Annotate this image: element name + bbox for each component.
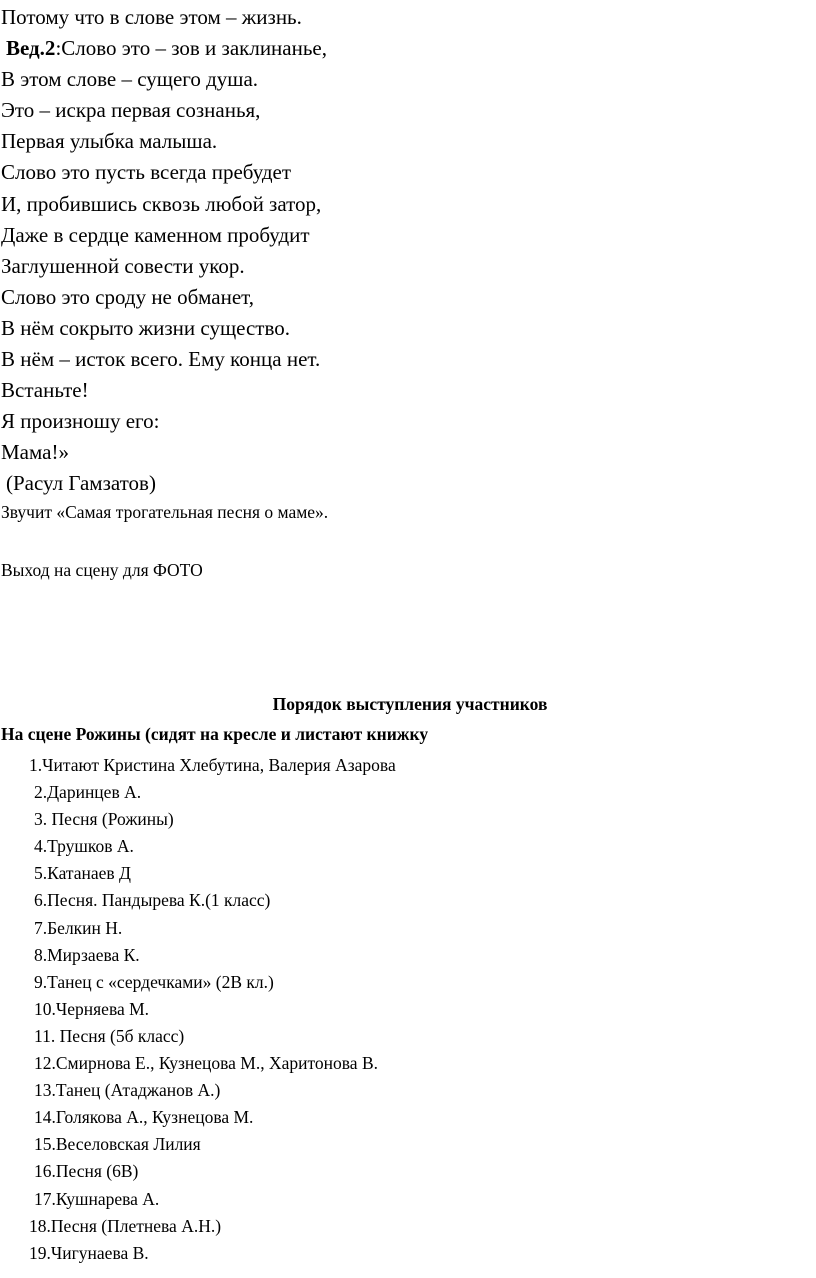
poem-line: Первая улыбка малыша. bbox=[1, 129, 218, 154]
poem-line: Мама!» bbox=[1, 440, 69, 465]
list-item: 15.Веселовская Лилия bbox=[34, 1134, 201, 1155]
poem-line: Слово это пусть всегда пребудет bbox=[1, 160, 292, 185]
list-item: 4.Трушков А. bbox=[34, 836, 134, 857]
list-item: 7.Белкин Н. bbox=[34, 917, 123, 938]
poem-line: В нём – исток всего. Ему конца нет. bbox=[1, 347, 321, 372]
list-item: 6.Песня. Пандырева К.(1 класс) bbox=[34, 890, 271, 911]
list-item: 3. Песня (Рожины) bbox=[34, 809, 174, 830]
list-item: 8.Мирзаева К. bbox=[34, 944, 140, 965]
program-list bbox=[0, 752, 780, 1267]
program-title: Порядок выступления участников bbox=[272, 694, 548, 714]
list-item: 1.Читают Кристина Хлебутина, Валерия Азарова bbox=[29, 755, 396, 775]
poem-block bbox=[1, 2, 781, 500]
poem-line: И, пробившись сквозь любой затор, bbox=[1, 191, 322, 216]
poem-author: (Расул Гамзатов) bbox=[6, 471, 156, 496]
list-item: 2.Даринцев А. bbox=[34, 782, 142, 803]
poem-speaker-line bbox=[1, 33, 781, 64]
list-item: 12.Смирнова Е., Кузнецова М., Харитонова В. bbox=[34, 1053, 378, 1074]
photo-note: Выход на сцену для ФОТО bbox=[1, 560, 203, 580]
list-item: 10.Черняева М. bbox=[34, 998, 150, 1019]
poem-line: Потому что в слове этом – жизнь. bbox=[1, 5, 302, 29]
list-item: 17.Кушнарева А. bbox=[34, 1188, 160, 1209]
list-item: 19.Чигунаева В. bbox=[29, 1242, 149, 1263]
poem-line: Встаньте! bbox=[1, 378, 89, 403]
poem-line: Даже в сердце каменном пробудит bbox=[1, 222, 310, 247]
list-item: 14.Голякова А., Кузнецова М. bbox=[34, 1107, 254, 1128]
poem-line: Слово это сроду не обманет, bbox=[1, 284, 254, 309]
list-item: 9.Танец с «сердечками» (2В кл.) bbox=[34, 971, 274, 992]
list-item: 11. Песня (5б класс) bbox=[34, 1025, 185, 1046]
poem-line: Заглушенной совести укор. bbox=[1, 253, 245, 278]
list-item: 16.Песня (6В) bbox=[34, 1161, 139, 1182]
poem-line: Это – искра первая сознанья, bbox=[1, 98, 261, 123]
program-subtitle: На сцене Рожины (сидят на кресле и листают книжку bbox=[1, 724, 429, 744]
speaker-label: Вед.2 bbox=[6, 36, 56, 61]
list-item: 13.Танец (Атаджанов А.) bbox=[34, 1080, 221, 1101]
sound-note: Звучит «Самая трогательная песня о маме». bbox=[1, 502, 329, 522]
list-item: 18.Песня (Плетнева А.Н.) bbox=[29, 1215, 222, 1236]
list-item: 5.Катанаев Д bbox=[34, 863, 131, 884]
poem-line: В этом слове – сущего душа. bbox=[1, 67, 259, 92]
poem-line: Я произношу его: bbox=[1, 409, 160, 434]
speaker-text: :Слово это – зов и заклинанье, bbox=[55, 36, 328, 61]
poem-line: В нём сокрыто жизни существо. bbox=[1, 315, 290, 340]
